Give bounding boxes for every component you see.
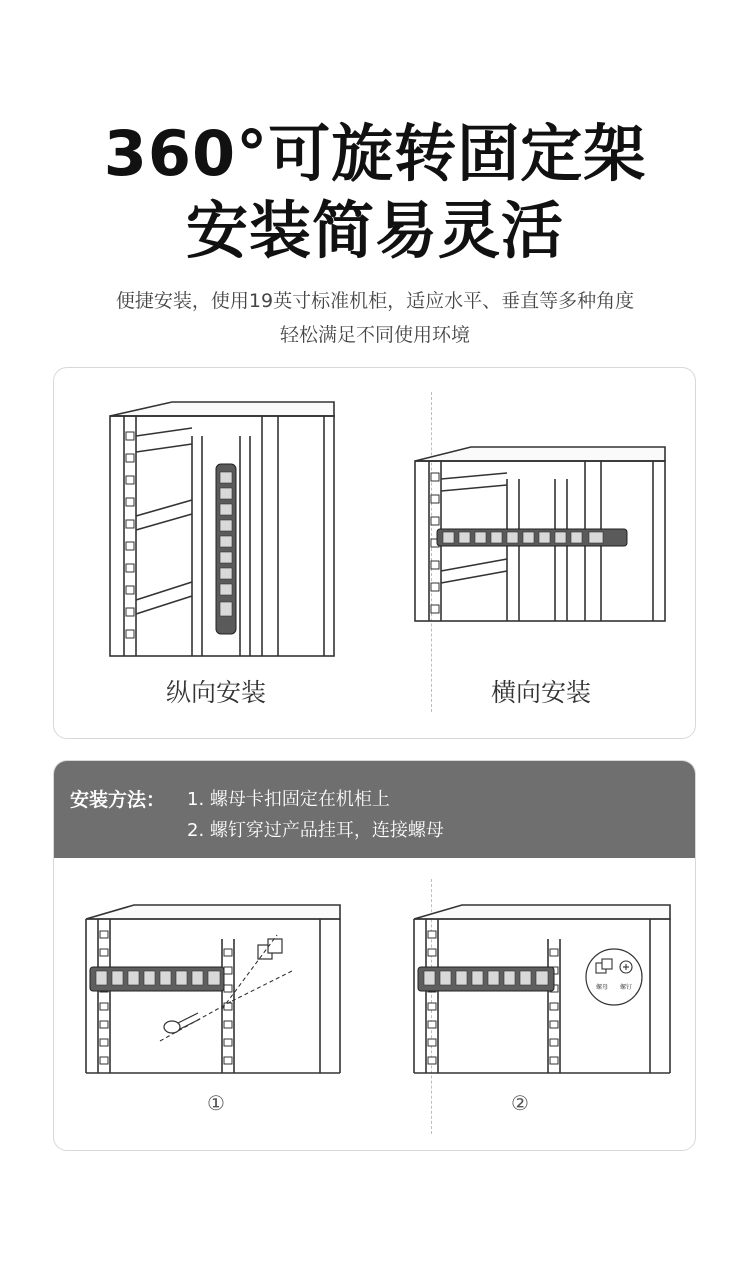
install-method-header [54, 761, 696, 858]
orientation-card [53, 367, 696, 739]
install-step-1: 1. 螺母卡扣固定在机柜上 [187, 789, 390, 810]
horizontal-install-label: 横向安装 [490, 678, 591, 707]
nut-label: 螺母 [596, 984, 609, 991]
install-method-title: 安装方法： [70, 789, 166, 811]
pdu-step1 [90, 967, 224, 991]
parts-callout [586, 949, 642, 1005]
horizontal-pdu [437, 529, 627, 546]
install-method-card [53, 760, 696, 1151]
horizontal-install-illustration [407, 443, 677, 633]
screw-head-icon [620, 961, 632, 973]
subtitle-line-1: 便捷安装，使用19英寸标准机柜，适应水平、垂直等多种角度 [115, 290, 635, 312]
step1-illustration [62, 901, 362, 1081]
vertical-install-illustration [102, 396, 342, 661]
figure-number-2: ② [511, 1091, 529, 1115]
install-step-2: 2. 螺钉穿过产品挂耳，连接螺母 [187, 820, 444, 841]
step2-illustration [392, 901, 692, 1081]
screw-icon [164, 1013, 200, 1033]
headline-line-1: 360°可旋转固定架 [103, 117, 647, 190]
pdu-step2 [418, 967, 554, 991]
headline-line-2: 安装简易灵活 [185, 194, 564, 267]
vertical-pdu [216, 464, 236, 634]
screw-label: 螺钉 [620, 984, 633, 991]
figure-number-1: ① [207, 1091, 225, 1115]
vertical-install-label: 纵向安装 [165, 678, 266, 707]
subtitle-line-2: 轻松满足不同使用环境 [279, 324, 470, 346]
